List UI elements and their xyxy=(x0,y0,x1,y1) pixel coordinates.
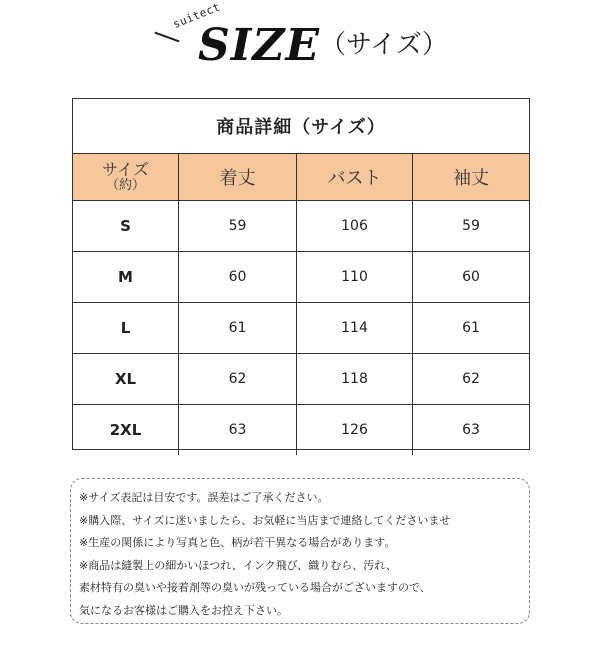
size-cell: M xyxy=(73,252,179,302)
table-title: 商品詳細（サイズ） xyxy=(73,99,529,154)
length-cell: 59 xyxy=(179,201,297,251)
table-header-row xyxy=(73,154,529,201)
note-line: ※生産の関係により写真と色、柄が若干異なる場合があります。 xyxy=(79,536,396,549)
sleeve-cell: 62 xyxy=(462,371,480,387)
note-line: ※購入際、サイズに迷いましたら、お気軽に当店まで連絡してくださいませ xyxy=(79,513,451,527)
decorative-slash xyxy=(154,32,179,43)
sleeve-cell: 59 xyxy=(462,218,480,234)
header-cell-size xyxy=(73,154,179,200)
size-cell: XL xyxy=(73,354,179,404)
sleeve-cell: 61 xyxy=(462,320,480,336)
sleeve-cell: 60 xyxy=(462,269,480,285)
length-cell: 60 xyxy=(179,252,297,302)
size-table xyxy=(72,98,530,450)
length-cell: 63 xyxy=(179,405,297,455)
size-cell: L xyxy=(73,303,179,353)
header-title: SIZE xyxy=(198,20,321,71)
bust-cell: 118 xyxy=(297,354,413,404)
note-line: 気になるお客様はご購入をお控え下さい。 xyxy=(79,603,288,617)
length-cell: 62 xyxy=(179,354,297,404)
bust-cell: 106 xyxy=(297,201,413,251)
sleeve-cell: 63 xyxy=(462,422,480,438)
table-row xyxy=(73,405,529,455)
header-tagline: suitect xyxy=(171,0,223,31)
table-row xyxy=(73,252,529,303)
note-line: ※商品は縫製上の細かいほつれ、インク飛び、織りむら、汚れ、 xyxy=(79,558,397,572)
bust-cell: 110 xyxy=(297,252,413,302)
header-subtitle: （サイズ） xyxy=(320,30,448,60)
table-row xyxy=(73,303,529,354)
size-cell: 2XL xyxy=(73,405,179,455)
table-row xyxy=(73,201,529,252)
note-line: ※サイズ表記は目安です。誤差はご了承ください。 xyxy=(79,491,329,504)
notes-box xyxy=(70,478,530,624)
note-line: 素材特有の臭いや接着剤等の臭いが残っている場合がございますので、 xyxy=(79,581,431,594)
bust-cell: 126 xyxy=(297,405,413,455)
length-cell: 61 xyxy=(179,303,297,353)
size-cell: S xyxy=(73,201,179,251)
bust-cell: 114 xyxy=(297,303,413,353)
header-size-label: サイズ xyxy=(102,159,149,179)
table-row xyxy=(73,354,529,405)
size-header xyxy=(150,0,470,78)
header-size-unit: （約） xyxy=(105,177,145,193)
header-cell-bust: バスト xyxy=(297,154,413,200)
header-cell-sleeve: 袖丈 xyxy=(453,168,489,189)
header-cell-length: 着丈 xyxy=(179,154,297,200)
